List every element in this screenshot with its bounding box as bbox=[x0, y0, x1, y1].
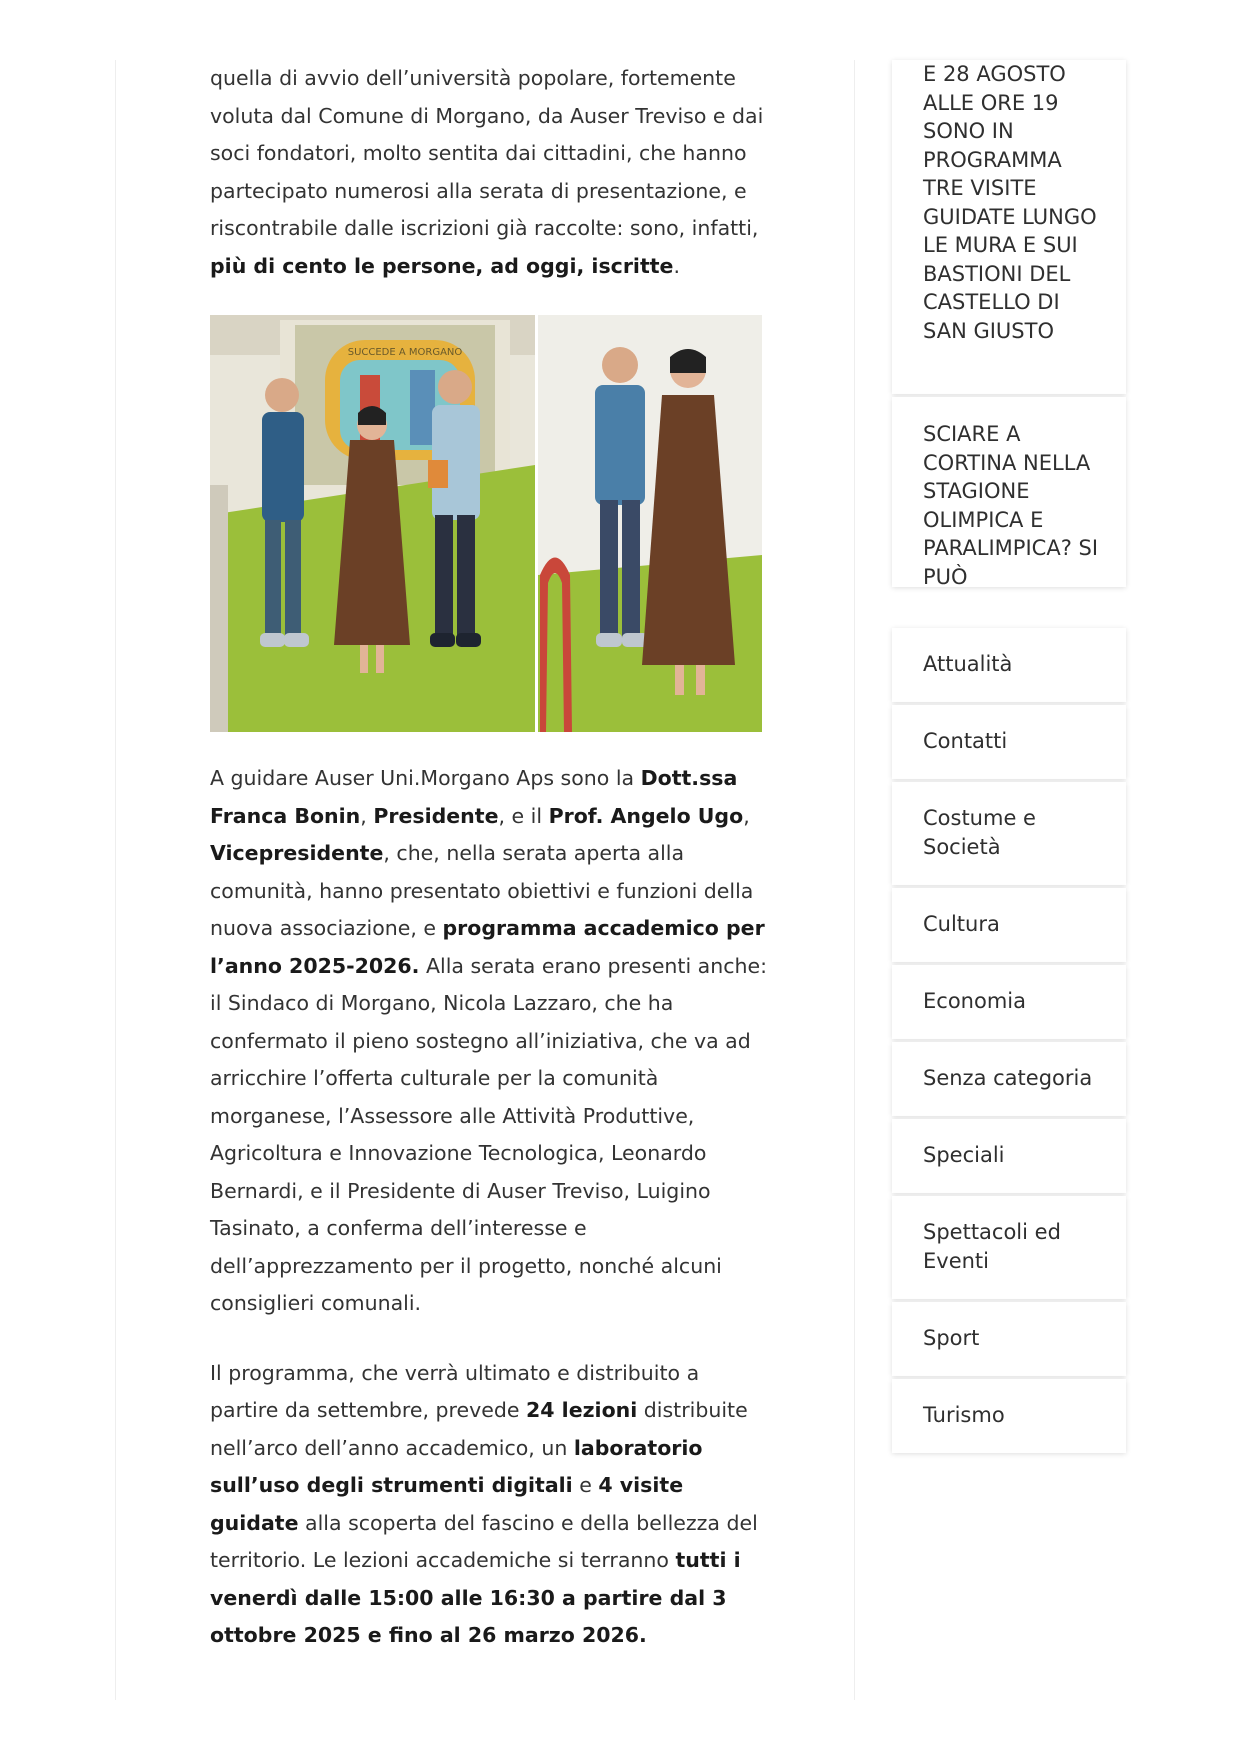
category-link-turismo[interactable]: Turismo bbox=[923, 1403, 1005, 1427]
sidebar-post-card bbox=[892, 60, 1126, 394]
article-paragraph bbox=[210, 60, 770, 285]
paragraph-bold: Dott.ssa Franca Bonin bbox=[210, 766, 738, 828]
article-paragraph bbox=[210, 1355, 770, 1655]
paragraph-text: , bbox=[360, 803, 374, 828]
category-link-attualita[interactable]: Attualità bbox=[923, 652, 1013, 676]
category-link-contatti[interactable]: Contatti bbox=[923, 729, 1008, 753]
sidebar-spacer bbox=[892, 590, 1126, 628]
paragraph-text: Alla serata erano presenti anche: il Sindaco di Morgano, Nicola Lazzaro, che ha confermato il pieno sostegno all’iniziativa, che va ad arricchire l’offerta culturale per la comunità morganese, l’Assessore alle Attività Produttive, Agricoltura e Innovazione Tecnologica, Leonardo Bernardi, e il Presidente di Auser Treviso, Luigino Tasinato, a conferma dell’interesse e dell’apprezzamento per il progetto, nonché alcuni consiglieri comunali. bbox=[210, 953, 768, 1315]
photo-sign-text: SUCCEDE A MORGANO bbox=[347, 347, 463, 358]
category-link-speciali[interactable]: Speciali bbox=[923, 1143, 1005, 1167]
paragraph-text: distribuite nell’arco dell’anno accademico, un bbox=[210, 1398, 748, 1460]
category-link-costume-e-societa[interactable]: Costume e Società bbox=[923, 806, 1036, 859]
paragraph-bold: Presidente bbox=[373, 803, 499, 828]
paragraph-text: , bbox=[743, 803, 750, 828]
sidebar-post-link[interactable]: SCIARE A CORTINA NELLA STAGIONE OLIMPICA E PARALIMPICA? SI PUÒ bbox=[923, 422, 1099, 587]
paragraph-text: A guidare Auser Uni.Morgano Aps sono la bbox=[210, 766, 641, 790]
paragraph-bold: più di cento le persone, ad oggi, iscritte bbox=[210, 253, 674, 278]
categories-list bbox=[892, 628, 1126, 702]
paragraph-text: quella di avvio dell’università popolare, fortemente voluta dal Comune di Morgano, da Auser Treviso e dai soci fondatori, molto sentita dai cittadini, che hanno partecipato numerosi alla serata di presentazione, e riscontrabile dalle iscrizioni già raccolte: sono, infatti, bbox=[210, 66, 764, 240]
paragraph-text: e bbox=[572, 1473, 599, 1497]
sidebar-post-link[interactable]: E 28 AGOSTO ALLE ORE 19 SONO IN PROGRAMMA TRE VISITE GUIDATE LUNGO LE MURA E SUI BASTIONI DEL CASTELLO DI SAN GIUSTO bbox=[923, 62, 1097, 343]
paragraph-text: , che, nella serata aperta alla comunità, hanno presentato obiettivi e funzioni della nuova associazione, e bbox=[210, 841, 754, 940]
paragraph-bold: programma accademico per l’anno 2025-2026. bbox=[210, 916, 765, 978]
sidebar-post-card bbox=[892, 397, 1126, 587]
sidebar bbox=[892, 60, 1126, 1456]
paragraph-bold: laboratorio sull’uso degli strumenti digitali bbox=[210, 1435, 703, 1497]
article-body bbox=[210, 60, 770, 1655]
paragraph-bold: Vicepresidente bbox=[210, 841, 384, 865]
category-link-sport[interactable]: Sport bbox=[923, 1326, 980, 1350]
category-link-spettacoli-ed-eventi[interactable]: Spettacoli ed Eventi bbox=[923, 1220, 1061, 1273]
paragraph-text: Il programma, che verrà ultimato e distribuito a partire da settembre, prevede bbox=[210, 1360, 700, 1422]
paragraph-bold: 4 visite guidate bbox=[210, 1473, 684, 1535]
article-photo bbox=[210, 315, 762, 732]
article-paragraph bbox=[210, 760, 770, 1323]
category-link-economia[interactable]: Economia bbox=[923, 989, 1026, 1013]
photo-illustration bbox=[210, 315, 762, 732]
paragraph-bold: tutti i venerdì dalle 15:00 alle 16:30 a partire dal 3 ottobre 2025 e fino al 26 marzo 2026. bbox=[210, 1548, 741, 1647]
paragraph-text: . bbox=[673, 253, 680, 278]
category-link-senza-categoria[interactable]: Senza categoria bbox=[923, 1066, 1093, 1090]
paragraph-bold: 24 lezioni bbox=[526, 1398, 638, 1422]
paragraph-text: , e il bbox=[498, 803, 549, 828]
category-link-cultura[interactable]: Cultura bbox=[923, 912, 1000, 936]
paragraph-text: alla scoperta del fascino e della bellezza del territorio. Le lezioni accademiche si terranno bbox=[210, 1510, 758, 1572]
paragraph-bold: Prof. Angelo Ugo bbox=[548, 803, 744, 828]
